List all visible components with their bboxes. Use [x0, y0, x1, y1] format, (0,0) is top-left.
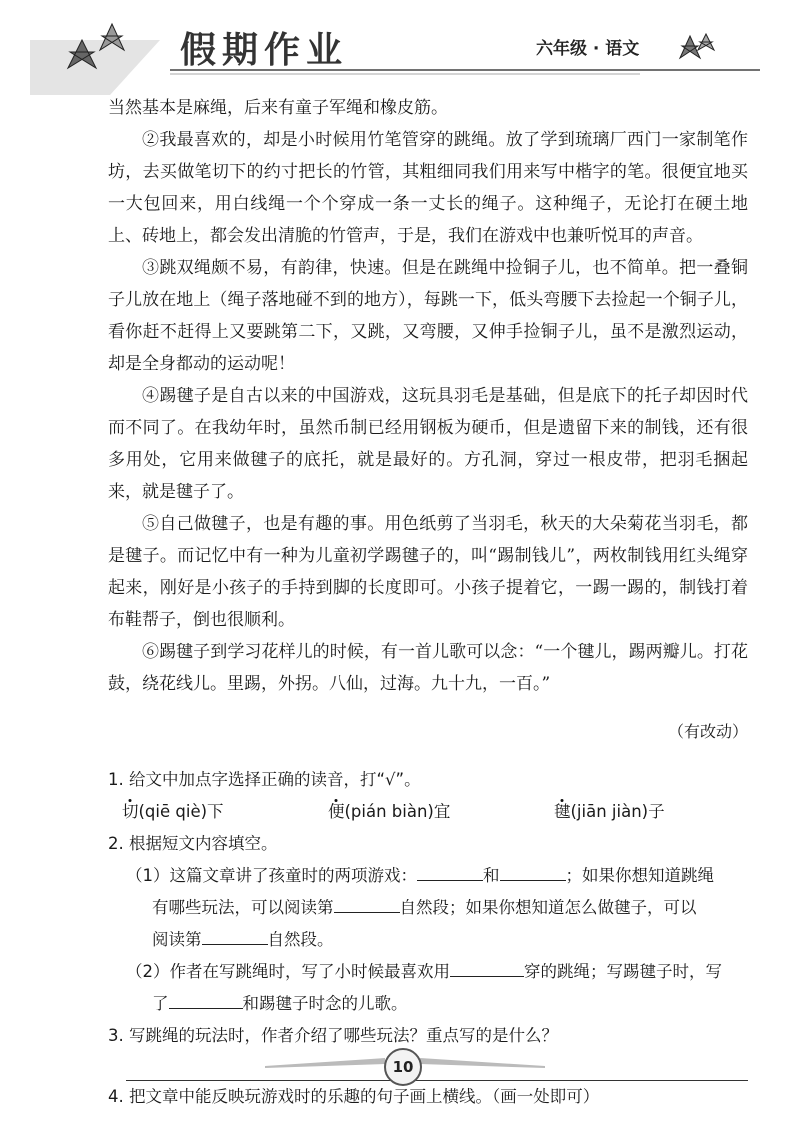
answer-blank[interactable]: [450, 975, 524, 977]
answer-blank[interactable]: [417, 879, 483, 881]
answer-blank[interactable]: [169, 1007, 243, 1009]
question-4: 4. 把文章中能反映玩游戏时的乐趣的句子画上横线。（画一处即可）: [108, 1087, 600, 1106]
question-2-1-end: 阅读第 自然段。: [152, 930, 334, 949]
header-decoration: [0, 0, 800, 100]
question-3: 3. 写跳绳的玩法时，作者介绍了哪些玩法？重点写的是什么？: [108, 1026, 558, 1045]
question-2-2-cont: 了 和踢毽子时念的儿歌。: [152, 994, 408, 1013]
passage-paragraph-4: ④踢毽子是自古以来的中国游戏，这玩具羽毛是基础，但是底下的托子却因时代而不同了。在我幼年时，虽然币制已经用钢板为硬币，但是遗留下来的制钱，还有很多用处，它用来做毽子的底托，就是最好的。方孔洞，穿过一根皮带，把羽毛捆起来，就是毽子了。: [108, 386, 748, 502]
passage-paragraph-6: ⑥踢毽子到学习花样儿的时候，有一首儿歌可以念：“一个毽儿，踢两瓣儿。打花鼓，绕花线儿。里踢，外拐。八仙，过海。九十九，一百。”: [108, 642, 748, 694]
passage-paragraph-1: 当然基本是麻绳，后来有童子军绳和橡皮筋。: [108, 98, 448, 118]
page-number: 10: [384, 1048, 422, 1086]
answer-blank[interactable]: [202, 943, 268, 945]
passage-paragraph-5: ⑤自己做毽子，也是有趣的事。用色纸剪了当羽毛，秋天的大朵菊花当羽毛，都是毽子。而记忆中有一种为儿童初学踢毽子的，叫“踢制钱儿”，两枚制钱用红头绳穿起来，刚好是小孩子的手持到脚的长度即可。小孩子提着它，一踢一踢的，制钱打着布鞋帮子，倒也很顺利。: [108, 514, 748, 630]
pinyin-options: [108, 796, 748, 828]
passage-paragraph-3: ③跳双绳颇不易，有韵律，快速。但是在跳绳中捡铜子儿，也不简单。把一叠铜子儿放在地上（绳子落地碰不到的地方），每跳一下，低头弯腰下去捡起一个铜子儿，看你赶不赶得上又要跳第二下，又跳，又弯腰，又伸手捡铜子儿，虽不是激烈运动，却是全身都动的运动呢！: [108, 258, 748, 374]
source-note: （有改动）: [667, 722, 748, 741]
passage-paragraph-2: ②我最喜欢的，却是小时候用竹笔管穿的跳绳。放了学到琉璃厂西门一家制笔作坊，去买做笔切下的约寸把长的竹管，其粗细同我们用来写中楷字的笔。很便宜地买一大包回来，用白线绳一个个穿成一条一丈长的绳子。这种绳子，无论打在硬土地上、砖地上，都会发出清脆的竹管声，于是，我们在游戏中也兼听悦耳的声音。: [108, 130, 748, 246]
question-2-1: （1）这篇文章讲了孩童时的两项游戏： 和 ；如果你想知道跳绳: [126, 866, 714, 885]
pinyin-item-2[interactable]: 便(pián biàn)宜: [328, 802, 451, 821]
pinyin-item-3[interactable]: 毽(jiān jiàn)子: [554, 802, 665, 821]
question-2: 2. 根据短文内容填空。: [108, 834, 278, 853]
book-title: 假期作业: [180, 30, 349, 71]
grade-subject: 六年级 · 语文: [536, 39, 640, 59]
question-2-2: （2）作者在写跳绳时，写了小时候最喜欢用 穿的跳绳；写踢毽子时，写: [126, 962, 722, 981]
answer-blank[interactable]: [500, 879, 566, 881]
page-header: [0, 0, 800, 100]
question-1: 1. 给文中加点字选择正确的读音，打“√”。: [108, 770, 421, 789]
question-2-1-cont: 有哪些玩法，可以阅读第 自然段；如果你想知道怎么做毽子，可以: [152, 898, 697, 917]
page-content: [108, 92, 748, 1113]
pinyin-item-1[interactable]: 切(qiē qiè)下: [122, 802, 224, 821]
answer-blank[interactable]: [334, 911, 400, 913]
